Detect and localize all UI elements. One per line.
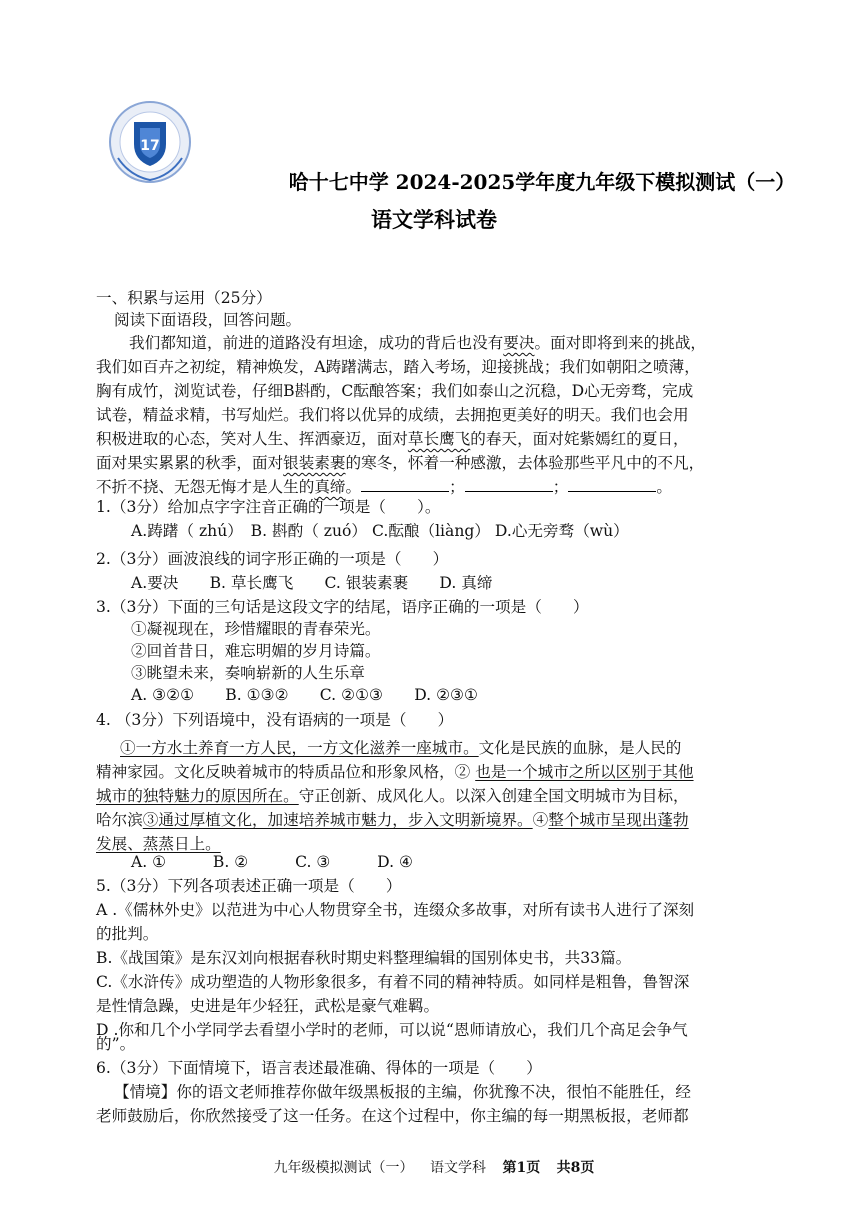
- section-intro: 阅读下面语段，回答问题。: [114, 311, 302, 329]
- passage-line: 试卷，精益求精，书写灿烂。我们将以优异的成绩，去拥抱更美好的明天。我们也会用: [96, 406, 689, 424]
- question-5-option-b: B.《战国策》是东汉刘向根据春秋时期史料整理编辑的国别体史书，共33篇。: [96, 949, 632, 967]
- question-5-stem: 5.（3分）下列各项表述正确一项是（ ）: [96, 877, 402, 895]
- question-3-sentence: ②回首昔日，难忘明媚的岁月诗篇。: [131, 642, 381, 660]
- question-4-text: 哈尔滨③通过厚植文化，加速培养城市魅力，步入文明新境界。④整个城市呈现出蓬勃: [96, 811, 689, 829]
- question-2-options: A.要决 B. 草长鹰飞 C. 银装素裹 D. 真缔: [131, 574, 493, 592]
- question-4-text: 发展、蒸蒸日上。: [96, 835, 221, 853]
- question-3-sentence: ③眺望未来，奏响崭新的人生乐章: [131, 664, 365, 682]
- question-5-option-d: D .你和几个小学同学去看望小学时的老师，可以说“恩师请放心，我们几个高足会争气: [96, 1021, 688, 1039]
- question-6-context: 【情境】你的语文老师推荐你做年级黑板报的主编，你犹豫不决，很怕不能胜任，经: [114, 1083, 691, 1101]
- passage-line: 面对果实累累的秋季，面对银装素裹的寒冬，怀着一种感激，去体验那些平凡中的不凡，: [96, 454, 705, 472]
- question-2-stem: 2.（3分）画波浪线的词字形正确的一项是（ ）: [96, 550, 449, 568]
- question-4-text: 城市的独特魅力的原因所在。守正创新、成风化人。以深入创建全国文明城市为目标，: [96, 787, 689, 805]
- page-footer: 九年级模拟测试（一） 语文学科 第1页 共8页: [273, 1160, 595, 1176]
- question-4-text: ①一方水土养育一方人民，一方文化滋养一座城市。文化是民族的血脉，是人民的: [120, 739, 682, 757]
- wavy-word: 真缔: [314, 478, 346, 496]
- question-5-option-d: 的”。: [96, 1035, 136, 1053]
- passage-line: 我们都知道，前进的道路没有坦途，成功的背后也没有要决。面对即将到来的挑战，: [129, 334, 707, 352]
- question-1-options: A.踌躇（ zhú） B. 斟酌（ zuó） C.酝酿（liàng） D.心无旁骛（wù）: [131, 522, 629, 540]
- wavy-word: 银装素裹: [283, 454, 346, 472]
- section-heading: 一、积累与运用（25分）: [96, 289, 272, 307]
- question-4-options: A. ① B. ② C. ③ D. ④: [131, 853, 413, 871]
- exam-subtitle: 语文学科试卷: [371, 207, 497, 232]
- exam-title: 哈十七中学 2024-2025学年度九年级下模拟测试（一）: [288, 170, 796, 194]
- page-total: 共8页: [556, 1160, 595, 1176]
- answer-blank[interactable]: [568, 477, 656, 492]
- passage-line: 胸有成竹，浏览试卷，仔细B斟酌，C酝酿答案；我们如泰山之沉稳，D心无旁骛，完成: [96, 382, 694, 400]
- question-3-stem: 3.（3分）下面的三句话是这段文字的结尾，语序正确的一项是（ ）: [96, 598, 589, 616]
- passage-line: 我们如百卉之初绽，精神焕发，A踌躇满志，踏入考场，迎接挑战；我们如朝阳之喷薄，: [96, 358, 700, 376]
- svg-text:17: 17: [140, 138, 160, 154]
- passage-line: 不折不挠、无怨无悔才是人生的真缔。 ； ； 。: [96, 478, 672, 496]
- question-3-sentence: ①凝视现在，珍惜耀眼的青春荣光。: [131, 620, 381, 638]
- answer-blank[interactable]: [465, 477, 553, 492]
- wavy-word: 草长鹰飞: [407, 430, 471, 448]
- question-5-option-c: 是性情急躁，史进是年少轻狂，武松是豪气难羁。: [96, 997, 440, 1015]
- page-number: 第1页: [502, 1160, 541, 1176]
- wavy-word: 要决: [503, 334, 535, 352]
- question-1-stem: 1.（3分）给加点字字注音正确的一项是（ ）。: [96, 498, 441, 516]
- question-6-context: 老师鼓励后，你欣然接受了这一任务。在这个过程中，你主编的每一期黑板报，老师都: [96, 1107, 689, 1125]
- question-4-text: 精神家园。文化反映着城市的特质品位和形象风格，② 也是一个城市之所以区别于其他: [96, 763, 694, 781]
- question-3-options: A. ③②① B. ①③② C. ②①③ D. ②③①: [131, 686, 479, 704]
- question-6-stem: 6.（3分）下面情境下，语言表述最准确、得体的一项是（ ）: [96, 1059, 542, 1077]
- answer-blank[interactable]: [361, 477, 449, 492]
- question-5-option-a: A .《儒林外史》以范进为中心人物贯穿全书，连缀众多故事，对所有读书人进行了深刻: [96, 901, 695, 919]
- passage-line: 积极进取的心态，笑对人生、挥洒豪迈，面对草长鹰飞的春天，面对姹紫嫣红的夏日，: [96, 430, 689, 448]
- question-5-option-a: 的批判。: [96, 925, 159, 943]
- question-4-stem: 4. （3分）下列语境中，没有语病的一项是（ ）: [96, 711, 454, 729]
- question-5-option-c: C.《水浒传》成功塑造的人物形象很多，有着不同的精神特质。如同样是粗鲁，鲁智深: [96, 973, 690, 991]
